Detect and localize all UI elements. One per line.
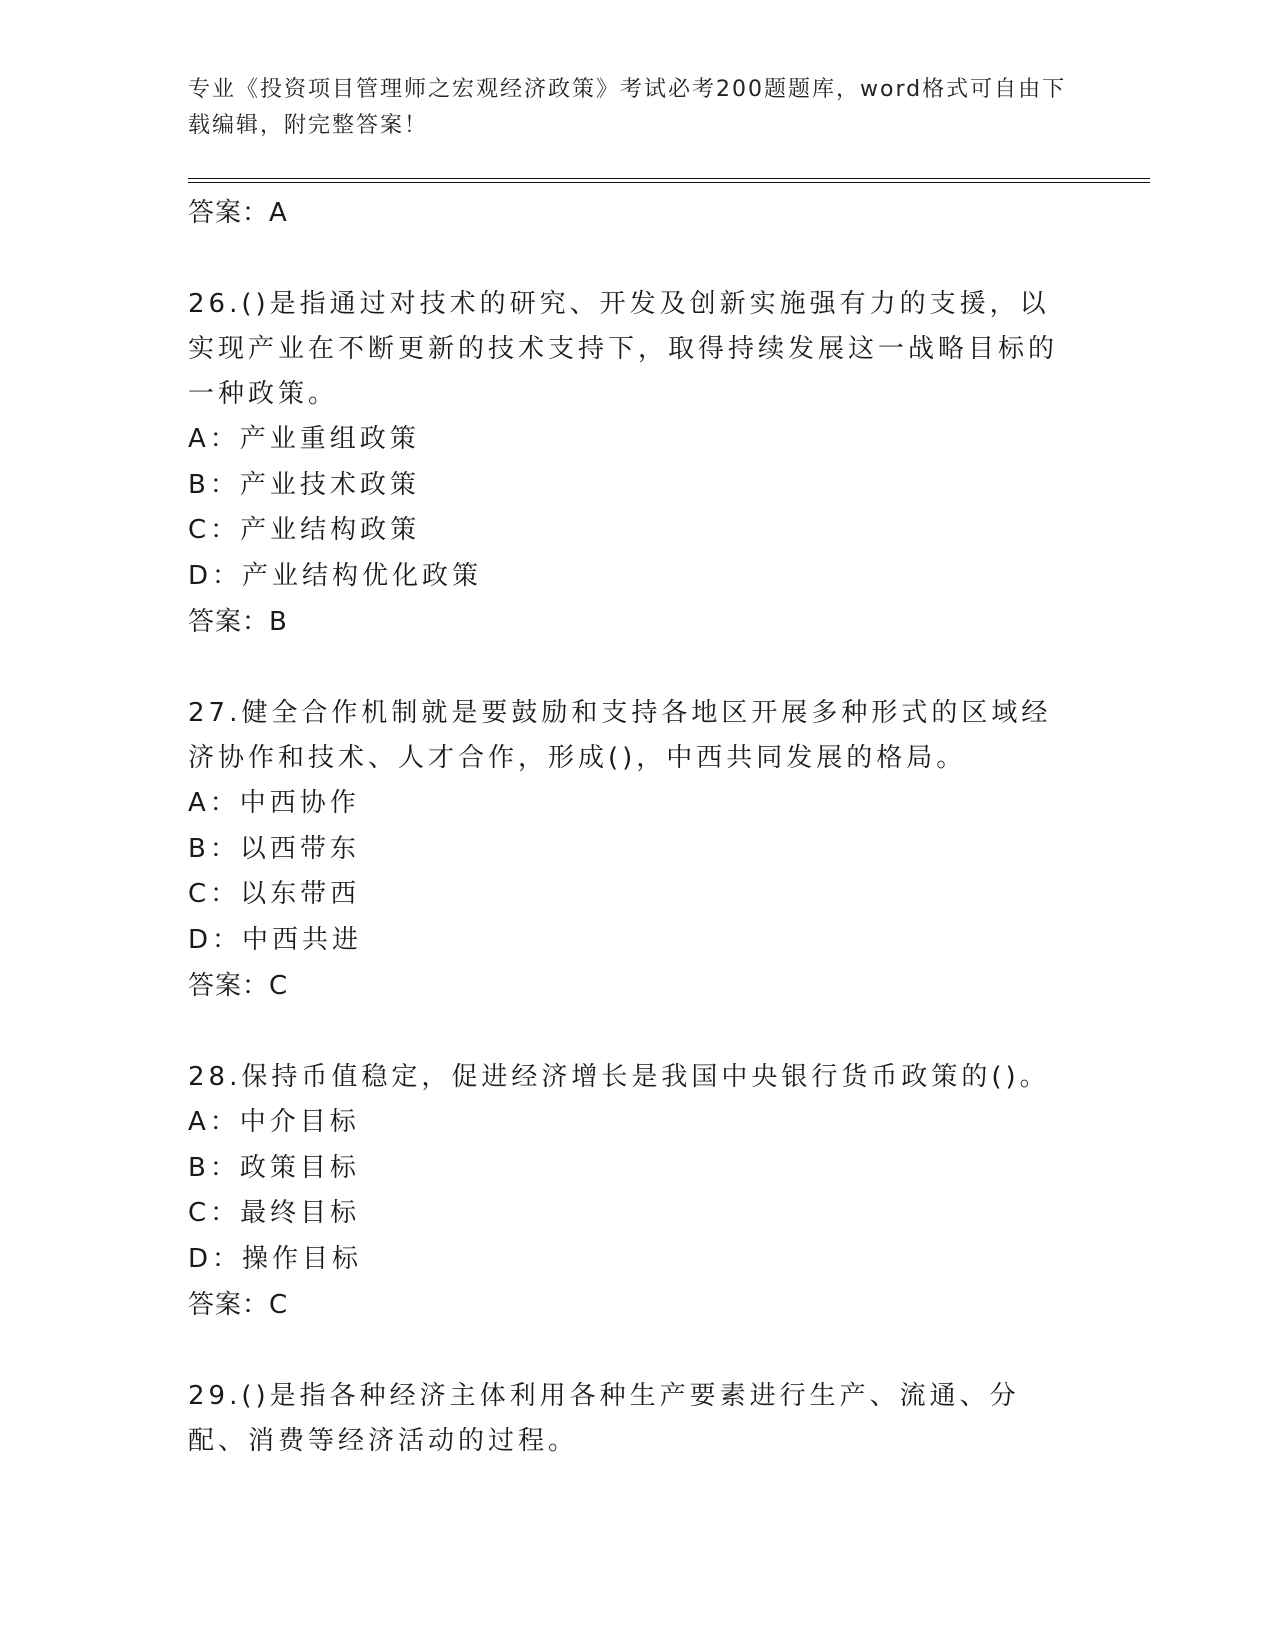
question-stem: 29.()是指各种经济主体利用各种生产要素进行生产、流通、分配、消费等经济活动的过程。 [188,1381,1020,1456]
option-a: A：产业重组政策 [188,424,420,454]
document-header: 专业《投资项目管理师之宏观经济政策》考试必考200题题库，word格式可自由下载编辑，附完整答案！ [188,77,1067,138]
header-divider [188,178,1150,183]
question-block [188,691,1088,1009]
option-d: D：中西共进 [188,924,363,955]
option-b: B：产业技术政策 [188,469,420,500]
question-block [188,1374,1088,1464]
option-c: C：产业结构政策 [188,515,421,545]
question-stem: 26.()是指通过对技术的研究、开发及创新实施强有力的支援，以实现产业在不断更新的技术支持下，取得持续发展这一战略目标的一种政策。 [188,289,1059,409]
option-c: C：以东带西 [188,879,361,909]
question-stem: 27.健全合作机制就是要鼓励和支持各地区开展多种形式的区域经济协作和技术、人才合作，形成()，中西共同发展的格局。 [188,698,1052,773]
answer-line: 答案：C [188,1290,289,1320]
option-b: B：以西带东 [188,833,360,864]
option-b: B：政策目标 [188,1152,360,1183]
option-a: A：中介目标 [188,1107,360,1137]
question-stem: 28.保持币值稳定，促进经济增长是我国中央银行货币政策的()。 [188,1062,1050,1092]
option-a: A：中西协作 [188,788,360,818]
question-block [188,282,1088,645]
document-body [188,190,1088,1464]
option-d: D：产业结构优化政策 [188,560,483,591]
answer-line: 答案：C [188,971,289,1001]
answer-line: 答案：A [188,198,288,228]
option-c: C：最终目标 [188,1198,361,1228]
option-d: D：操作目标 [188,1243,363,1274]
answer-line: 答案：B [188,607,288,637]
question-block [188,1055,1088,1328]
